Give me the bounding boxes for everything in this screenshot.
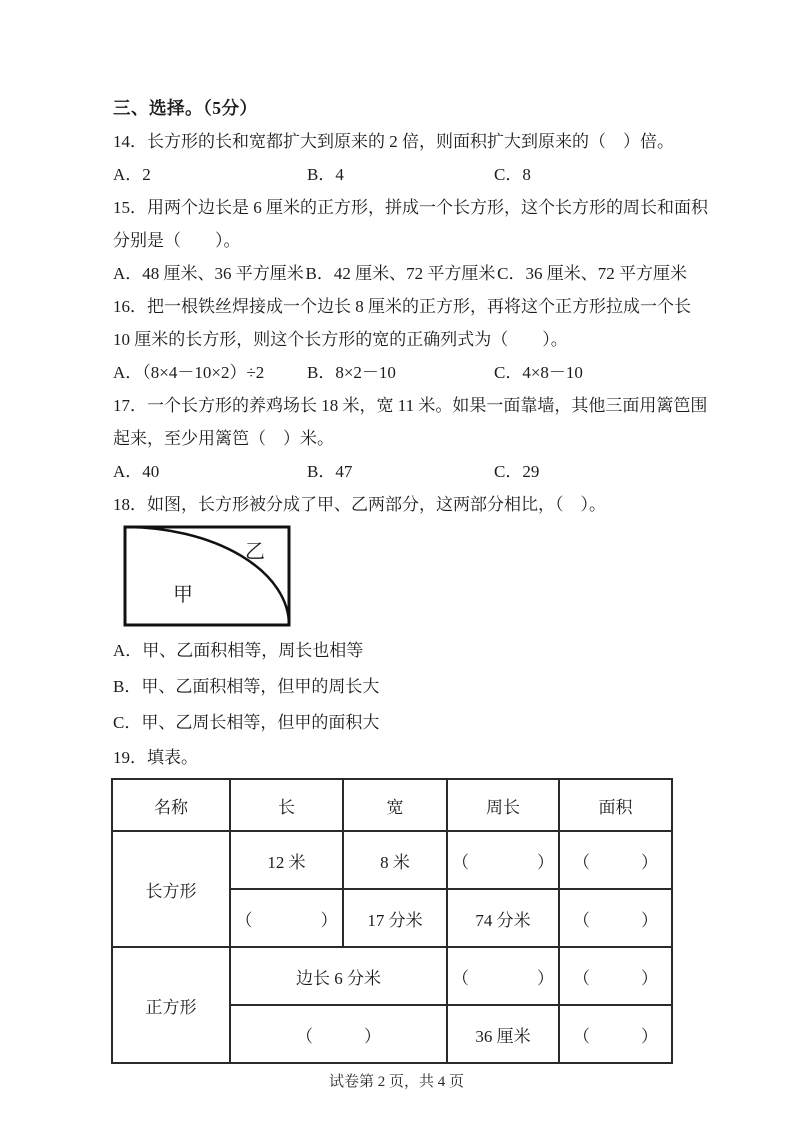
header-width: 宽	[343, 779, 447, 831]
cell-rect2-area-blank: （ ）	[559, 889, 672, 947]
cell-rect2-length-blank: （ ）	[230, 889, 343, 947]
question-16-line1: 16．把一根铁丝焊接成一个边长 8 厘米的正方形，再将这个正方形拉成一个长	[113, 297, 691, 316]
cell-square2-side-blank: （ ）	[230, 1005, 447, 1063]
cell-square2-perimeter: 36 厘米	[447, 1005, 559, 1063]
cell-square1-side: 边长 6 分米	[230, 947, 447, 1005]
question-14-text: 14．长方形的长和宽都扩大到原来的 2 倍，则面积扩大到原来的（ ）倍。	[113, 132, 674, 151]
q17-option-a: A．40	[113, 462, 160, 481]
question-14-options	[113, 158, 687, 191]
cell-rectangle-label: 长方形	[112, 831, 230, 947]
q16-option-b: B．8×2－10	[307, 363, 396, 382]
cell-square1-area-blank: （ ）	[559, 947, 672, 1005]
figure-label-yi: 乙	[245, 541, 265, 563]
cell-square1-perimeter-blank: （ ）	[447, 947, 559, 1005]
q18-rectangle-figure	[123, 525, 291, 627]
q16-option-c: C．4×8－10	[494, 363, 583, 382]
figure-label-jia: 甲	[173, 584, 193, 606]
q15-option-c: C．36 厘米、72 平方厘米	[497, 264, 687, 283]
question-15-line1: 15．用两个边长是 6 厘米的正方形，拼成一个长方形，这个长方形的周长和面积	[113, 198, 708, 217]
header-area: 面积	[559, 779, 672, 831]
q16-option-a: A．（8×4－10×2）÷2	[113, 363, 265, 382]
table-row	[112, 947, 672, 1005]
exam-content	[113, 92, 708, 1064]
header-length: 长	[230, 779, 343, 831]
cell-rect1-perimeter-blank: （ ）	[447, 831, 559, 889]
cell-square-label: 正方形	[112, 947, 230, 1063]
cell-rect1-length: 12 米	[230, 831, 343, 889]
cell-rect2-width: 17 分米	[343, 889, 447, 947]
q14-option-c: C．8	[494, 165, 531, 184]
question-17-line1: 17．一个长方形的养鸡场长 18 米，宽 11 米。如果一面靠墙，其他三面用篱笆围	[113, 396, 708, 415]
q18-option-b: B．甲、乙面积相等，但甲的周长大	[113, 677, 380, 696]
question-19-text: 19．填表。	[113, 748, 198, 767]
q15-option-b: B．42 厘米、72 平方厘米	[305, 264, 496, 283]
q17-option-b: B．47	[307, 462, 353, 481]
q15-option-a: A．48 厘米、36 平方厘米	[113, 264, 304, 283]
section-title: 三、选择。（5分）	[113, 98, 258, 118]
cell-rect1-area-blank: （ ）	[559, 831, 672, 889]
cell-rect2-perimeter: 74 分米	[447, 889, 559, 947]
page-footer: 试卷第 2 页，共 4 页	[328, 1074, 464, 1090]
q14-option-b: B．4	[307, 165, 344, 184]
cell-rect1-width: 8 米	[343, 831, 447, 889]
q18-option-c: C．甲、乙周长相等，但甲的面积大	[113, 713, 380, 732]
question-15-options	[113, 257, 687, 290]
cell-square2-area-blank: （ ）	[559, 1005, 672, 1063]
question-18-text: 18．如图，长方形被分成了甲、乙两部分，这两部分相比，（ ）。	[113, 495, 606, 514]
question-17-options	[113, 455, 687, 488]
q18-option-a: A．甲、乙面积相等，周长也相等	[113, 641, 364, 660]
q14-option-a: A．2	[113, 165, 151, 184]
question-15-line2: 分别是（ ）。	[113, 231, 241, 250]
question-17-line2: 起来，至少用篱笆（ ）米。	[113, 429, 334, 448]
header-name: 名称	[112, 779, 230, 831]
table-header-row	[112, 779, 672, 831]
question-16-options	[113, 356, 687, 389]
table-row	[112, 831, 672, 889]
header-perimeter: 周长	[447, 779, 559, 831]
question-16-line2: 10 厘米的长方形，则这个长方形的宽的正确列式为（ ）。	[113, 330, 568, 349]
q17-option-c: C．29	[494, 462, 540, 481]
q19-fill-table	[111, 778, 673, 1064]
